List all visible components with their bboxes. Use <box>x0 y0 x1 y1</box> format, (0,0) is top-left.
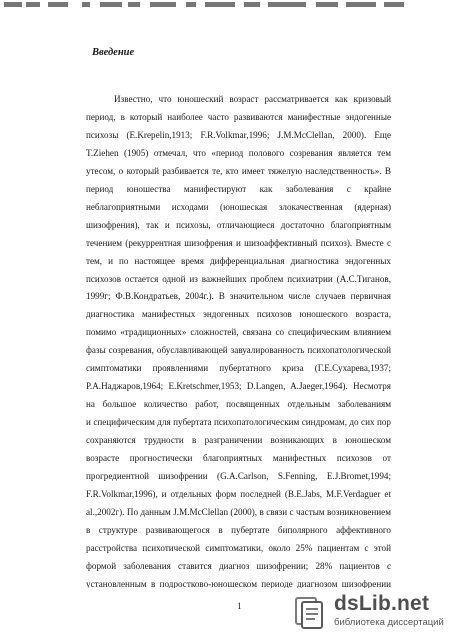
text-line: сохраняются трудности в разграничении возникающих в юношеском <box>86 435 391 446</box>
text-line: прогредиентной шизофрении (G.A.Carlson, S.Fenning, E.J.Bromet,1994; <box>86 471 391 482</box>
text-line: F.R.Volkmar,1996), и отдельных форм последней (B.E.Jabs, M.F.Verdaguer et <box>86 488 391 499</box>
text-line: психозов остается одной из важнейших проблем психиатрии (А.С.Тиганов, <box>86 273 391 284</box>
text-line: течением (рекуррентная шизофрения и шизоаффективный психоз). Вместе с <box>86 237 391 248</box>
text-line: фазы созревания, обуславливающей завуалированность психопатологической <box>86 345 391 356</box>
watermark-tagline: библиотека диссертаций <box>334 617 444 628</box>
text-line: T.Ziehen (1905) отмечал, что «период полового созревания является тем <box>86 147 391 158</box>
text-line: и специфическим для пубертата психопатологическим синдромам, до сих пор <box>86 417 391 428</box>
watermark <box>294 594 444 632</box>
body-text <box>86 91 391 588</box>
scan-header-artifact <box>0 0 450 9</box>
text-line: тем, и по настоящее время дифференциальная диагностика эндогенных <box>86 255 391 266</box>
text-line: Р.А.Наджаров,1964; E.Kretschmer,1953; D.Langen, A.Jaeger,1964). Несмотря <box>86 381 391 392</box>
text-line: расстройства психотической симптоматики, около 25% пациентам с этой <box>86 542 391 553</box>
text-line: Известно, что юношеский возраст рассматривается как кризовый <box>114 94 391 104</box>
text-line: формой заболевания ставится диагноз шизофрении; 28% пациентов с <box>86 560 391 571</box>
text-line: утесом, о который разбивается те, кто имеет тяжелую наследственность». В <box>86 165 391 176</box>
text-line: симптоматики проявлениями пубертатного криза (Г.Е.Сухарева,1937; <box>86 363 391 374</box>
text-line: период юношества манифестируют как заболевания с крайне <box>86 183 391 194</box>
text-line: установленным в подростково-юношеском периоде диагнозом шизофрении <box>86 578 391 588</box>
text-line: в структуре развивающегося в пубертате биполярного аффективного <box>86 524 391 535</box>
text-line: диагностика манифестных эндогенных психозов юношеского возраста, <box>86 309 391 320</box>
text-line: психозы (E.Krepelin,1913; F.R.Volkmar,1996; J.M.McClellan, 2000). Еще <box>86 129 391 140</box>
watermark-brand: dsLib.net <box>334 592 430 615</box>
text-line: 1999г; Ф.В.Кондратьев, 2004г.). В значительном числе случаев первичная <box>86 291 391 302</box>
text-line: неблагоприятными исходами (юношеская злокачественная (ядерная) <box>86 201 391 212</box>
page-number: 1 <box>237 601 242 611</box>
text-line: al.,2002г). По данным J.M.McClellan (2000), в связи с частым возникновением <box>86 506 391 517</box>
text-line: период, в который наиболее часто развиваются манифестные эндогенные <box>86 111 391 122</box>
text-line: помимо «традиционных» сложностей, связана со специфическим влиянием <box>86 327 391 338</box>
text-line: шизофрения), так и психозы, отличающиеся достаточно благоприятным <box>86 219 391 230</box>
text-line: возрасте прогностически благоприятных манифестных психозов от <box>86 453 391 464</box>
section-heading: Введение <box>92 47 135 58</box>
dslib-logo-icon <box>294 594 332 632</box>
text-line: на большое количество работ, посвященных отдельным заболеваниям <box>86 399 391 410</box>
